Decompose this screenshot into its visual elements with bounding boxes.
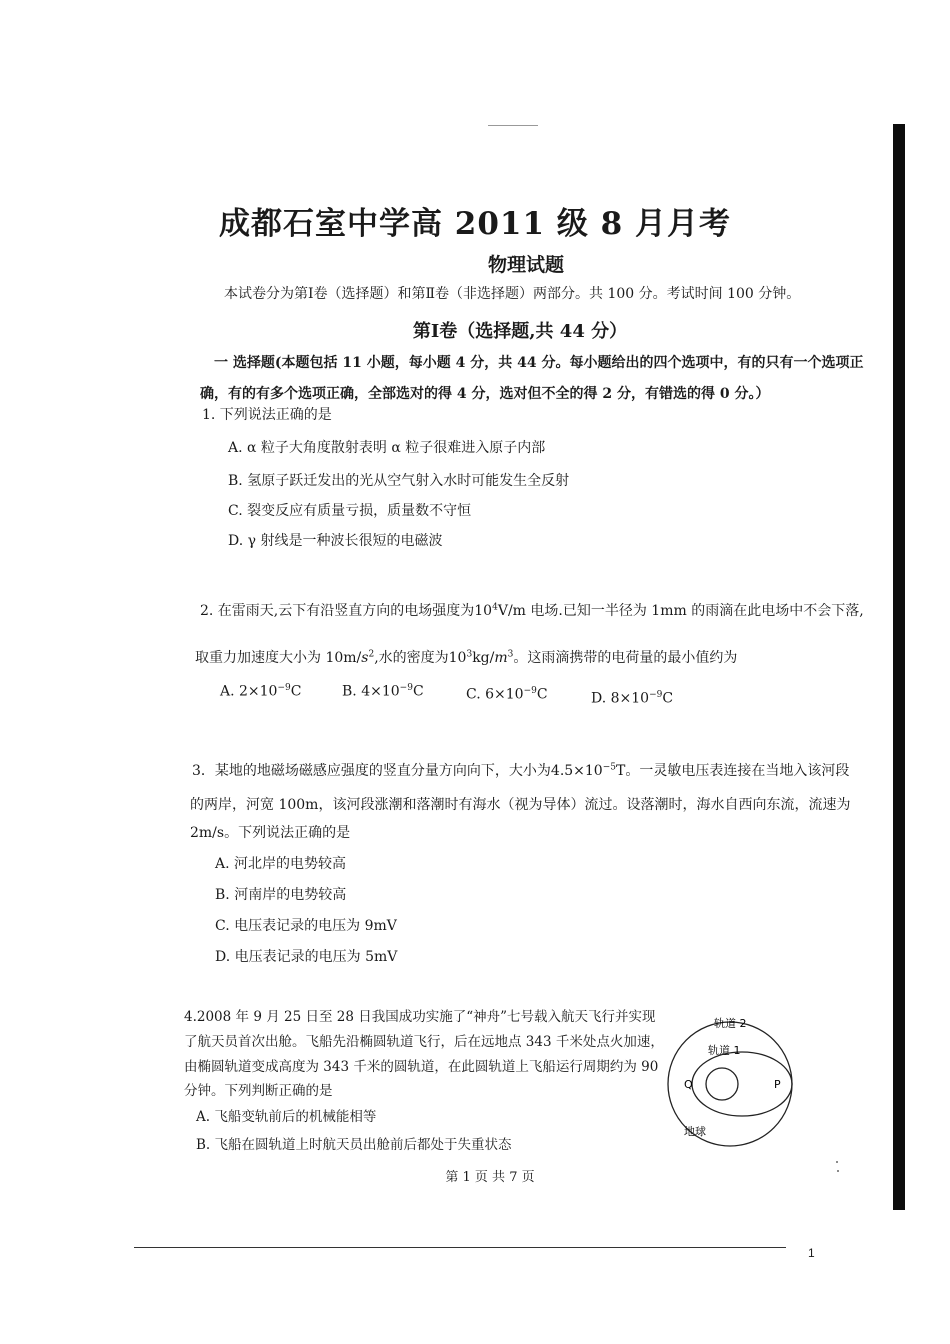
exam-subtitle: 物理试题 <box>487 254 564 276</box>
orbit-diagram <box>660 1010 800 1150</box>
q1-option-d: D. γ 射线是一种波长很短的电磁波 <box>228 533 443 549</box>
exam-intro: 本试卷分为第Ⅰ卷（选择题）和第Ⅱ卷（非选择题）两部分。共 100 分。考试时间 100 分钟。 <box>224 286 801 302</box>
q2-option-d: D. $8\times 10^{-9}C$ <box>591 690 674 707</box>
q3-line3: 2m/s。下列说法正确的是 <box>190 825 351 841</box>
scan-speck <box>836 1161 838 1163</box>
q2-option-b: B. $4\times 10^{-9}C$ <box>342 683 424 700</box>
q1-stem: 1. 下列说法正确的是 <box>202 407 332 423</box>
q4-line4: 分钟。下列判断正确的是 <box>184 1083 333 1099</box>
q3-line1: 3．某地的地磁场磁感应强度的竖直分量方向向下，大小为$4.5\times 10^{-5}T$。一灵敏电压表连接在当地入该河段 <box>192 762 850 779</box>
q1-option-b: B. 氢原子跃迁发出的光从空气射入水时可能发生全反射 <box>228 473 570 489</box>
q2-option-c: C. $6\times 10^{-9}C$ <box>466 686 548 703</box>
q4-option-b: B. 飞船在圆轨道上时航天员出舱前后都处于失重状态 <box>196 1137 512 1153</box>
page-number: 1 <box>808 1246 815 1260</box>
q4-line2: 了航天员首次出舱。飞船先沿椭圆轨道飞行，后在远地点 343 千米处点火加速， <box>184 1034 664 1050</box>
q3-line2: 的两岸，河宽 100m，该河段涨潮和落潮时有海水（视为导体）流过。设落潮时，海水自西向东流，流速为 <box>190 797 851 813</box>
part1-title: 第Ⅰ卷（选择题,共 44 分） <box>412 321 628 342</box>
q2-line1: 2. 在雷雨天,云下有沿竖直方向的电场强度为$10^4V/m$ 电场.已知一半径为 1mm 的雨滴在此电场中不会下落, <box>200 602 864 619</box>
q4-option-a: A. 飞船变轨前后的机械能相等 <box>196 1109 377 1125</box>
q2-option-a: A. $2\times 10^{-9}C$ <box>220 683 302 700</box>
q1-option-c: C. 裂变反应有质量亏损，质量数不守恒 <box>228 503 472 519</box>
q3-option-c: C. 电压表记录的电压为 9mV <box>215 918 397 934</box>
footer-rule <box>134 1247 786 1248</box>
earth-circle <box>706 1068 738 1100</box>
scan-mark <box>488 125 538 126</box>
section1-instructions-line2: 确，有的有多个选项正确，全部选对的得 4 分，选对但不全的得 2 分，有错选的得 0 分。） <box>200 386 770 402</box>
orbit-2-label: 轨道 2 <box>714 1017 747 1030</box>
exam-title: 成都石室中学高 2011 级 8 月月考 <box>218 206 732 242</box>
q3-option-d: D. 电压表记录的电压为 5mV <box>215 949 398 965</box>
q2-line2: 取重力加速度大小为 $10m/s^2$,水的密度为$10^3kg/m^3$。这雨滴携带的电荷量的最小值约为 <box>195 649 738 666</box>
scan-edge <box>893 124 905 1210</box>
earth-label: 地球 <box>684 1125 706 1138</box>
q1-option-a: A. α 粒子大角度散射表明 α 粒子很难进入原子内部 <box>228 440 546 456</box>
q3-option-a: A. 河北岸的电势较高 <box>215 856 347 872</box>
page-footer: 第 1 页 共 7 页 <box>445 1170 535 1185</box>
point-p-label: P <box>774 1078 781 1091</box>
point-q-label: Q <box>684 1078 693 1091</box>
q3-option-b: B. 河南岸的电势较高 <box>215 887 347 903</box>
q4-line1: 4.2008 年 9 月 25 日至 28 日我国成功实施了“神舟”七号载入航天飞行并实现 <box>184 1009 656 1025</box>
orbit-1-label: 轨道 1 <box>708 1044 741 1057</box>
section1-instructions-line1: 一 选择题(本题包括 11 小题，每小题 4 分，共 44 分。每小题给出的四个选项中，有的只有一个选项正 <box>214 355 864 371</box>
q4-line3: 由椭圆轨道变成高度为 343 千米的圆轨道，在此圆轨道上飞船运行周期约为 90 <box>184 1059 659 1075</box>
